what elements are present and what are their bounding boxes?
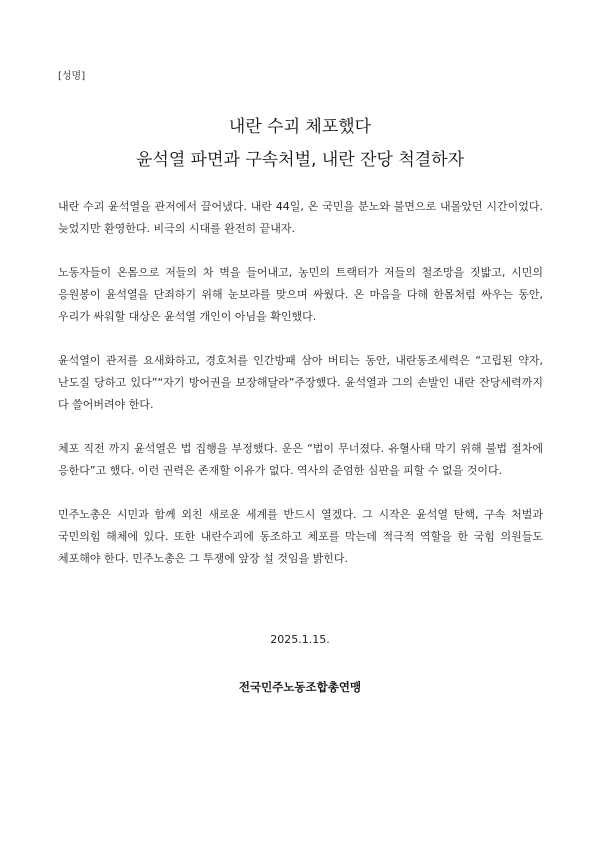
- statement-date: 2025.1.15.: [270, 633, 330, 646]
- paragraph: 윤석열이 관저를 요새화하고, 경호처를 인간방패 삼아 버티는 동안, 내란동조세력은 “고립된 약자, 난도질 당하고 있다”“자기 방어권을 보장해달라”주장했다. 윤석열과 그의 손발인 내란 잔당세력까지 다 쓸어버려야 한다.: [58, 354, 543, 411]
- paragraph: 민주노총은 시민과 함께 외친 새로운 세계를 반드시 열겠다. 그 시작은 윤석열 탄핵, 구속 처벌과 국민의힘 해체에 있다. 또한 내란수괴에 동조하고 체포를 막는데 적극적 역할을 한 국힘 의원들도 체포해야 한다. 민주노총은 그 투쟁에 앞장 설 것임을 밝힌다.: [58, 508, 543, 565]
- document-type-tag: [성명]: [58, 71, 86, 82]
- issuing-organization: 전국민주노동조합총연맹: [238, 680, 362, 694]
- paragraph: 내란 수괴 윤석열을 관저에서 끌어냈다. 내란 44일, 온 국민을 분노와 불면으로 내몰았던 시간이었다. 늦었지만 환영한다. 비극의 시대를 완전히 끝내자.: [58, 200, 543, 235]
- statement-body: [58, 196, 543, 592]
- paragraph: 노동자들이 온몸으로 저들의 차 벽을 들어내고, 농민의 트랙터가 저들의 철조망을 짓밟고, 시민의 응원봉이 윤석열을 단죄하기 위해 눈보라를 맞으며 싸웠다. 온 마음을 다해 한몸처럼 싸우는 동안, 우리가 싸워할 대상은 윤석열 개인이 아님을 확인했다.: [58, 266, 543, 323]
- headline: 내란 수괴 체포했다: [228, 117, 372, 137]
- paragraph: 체포 직전 까지 윤석열은 법 집행을 부정했다. 운은 “법이 무너졌다. 유혈사태 막기 위해 불법 절차에 응한다”고 했다. 이런 권력은 존재할 이유가 없다. 역사의 준엄한 심판을 피할 수 없을 것이다.: [58, 442, 543, 477]
- subheadline: 윤석열 파면과 구속처벌, 내란 잔당 척결하자: [135, 150, 465, 170]
